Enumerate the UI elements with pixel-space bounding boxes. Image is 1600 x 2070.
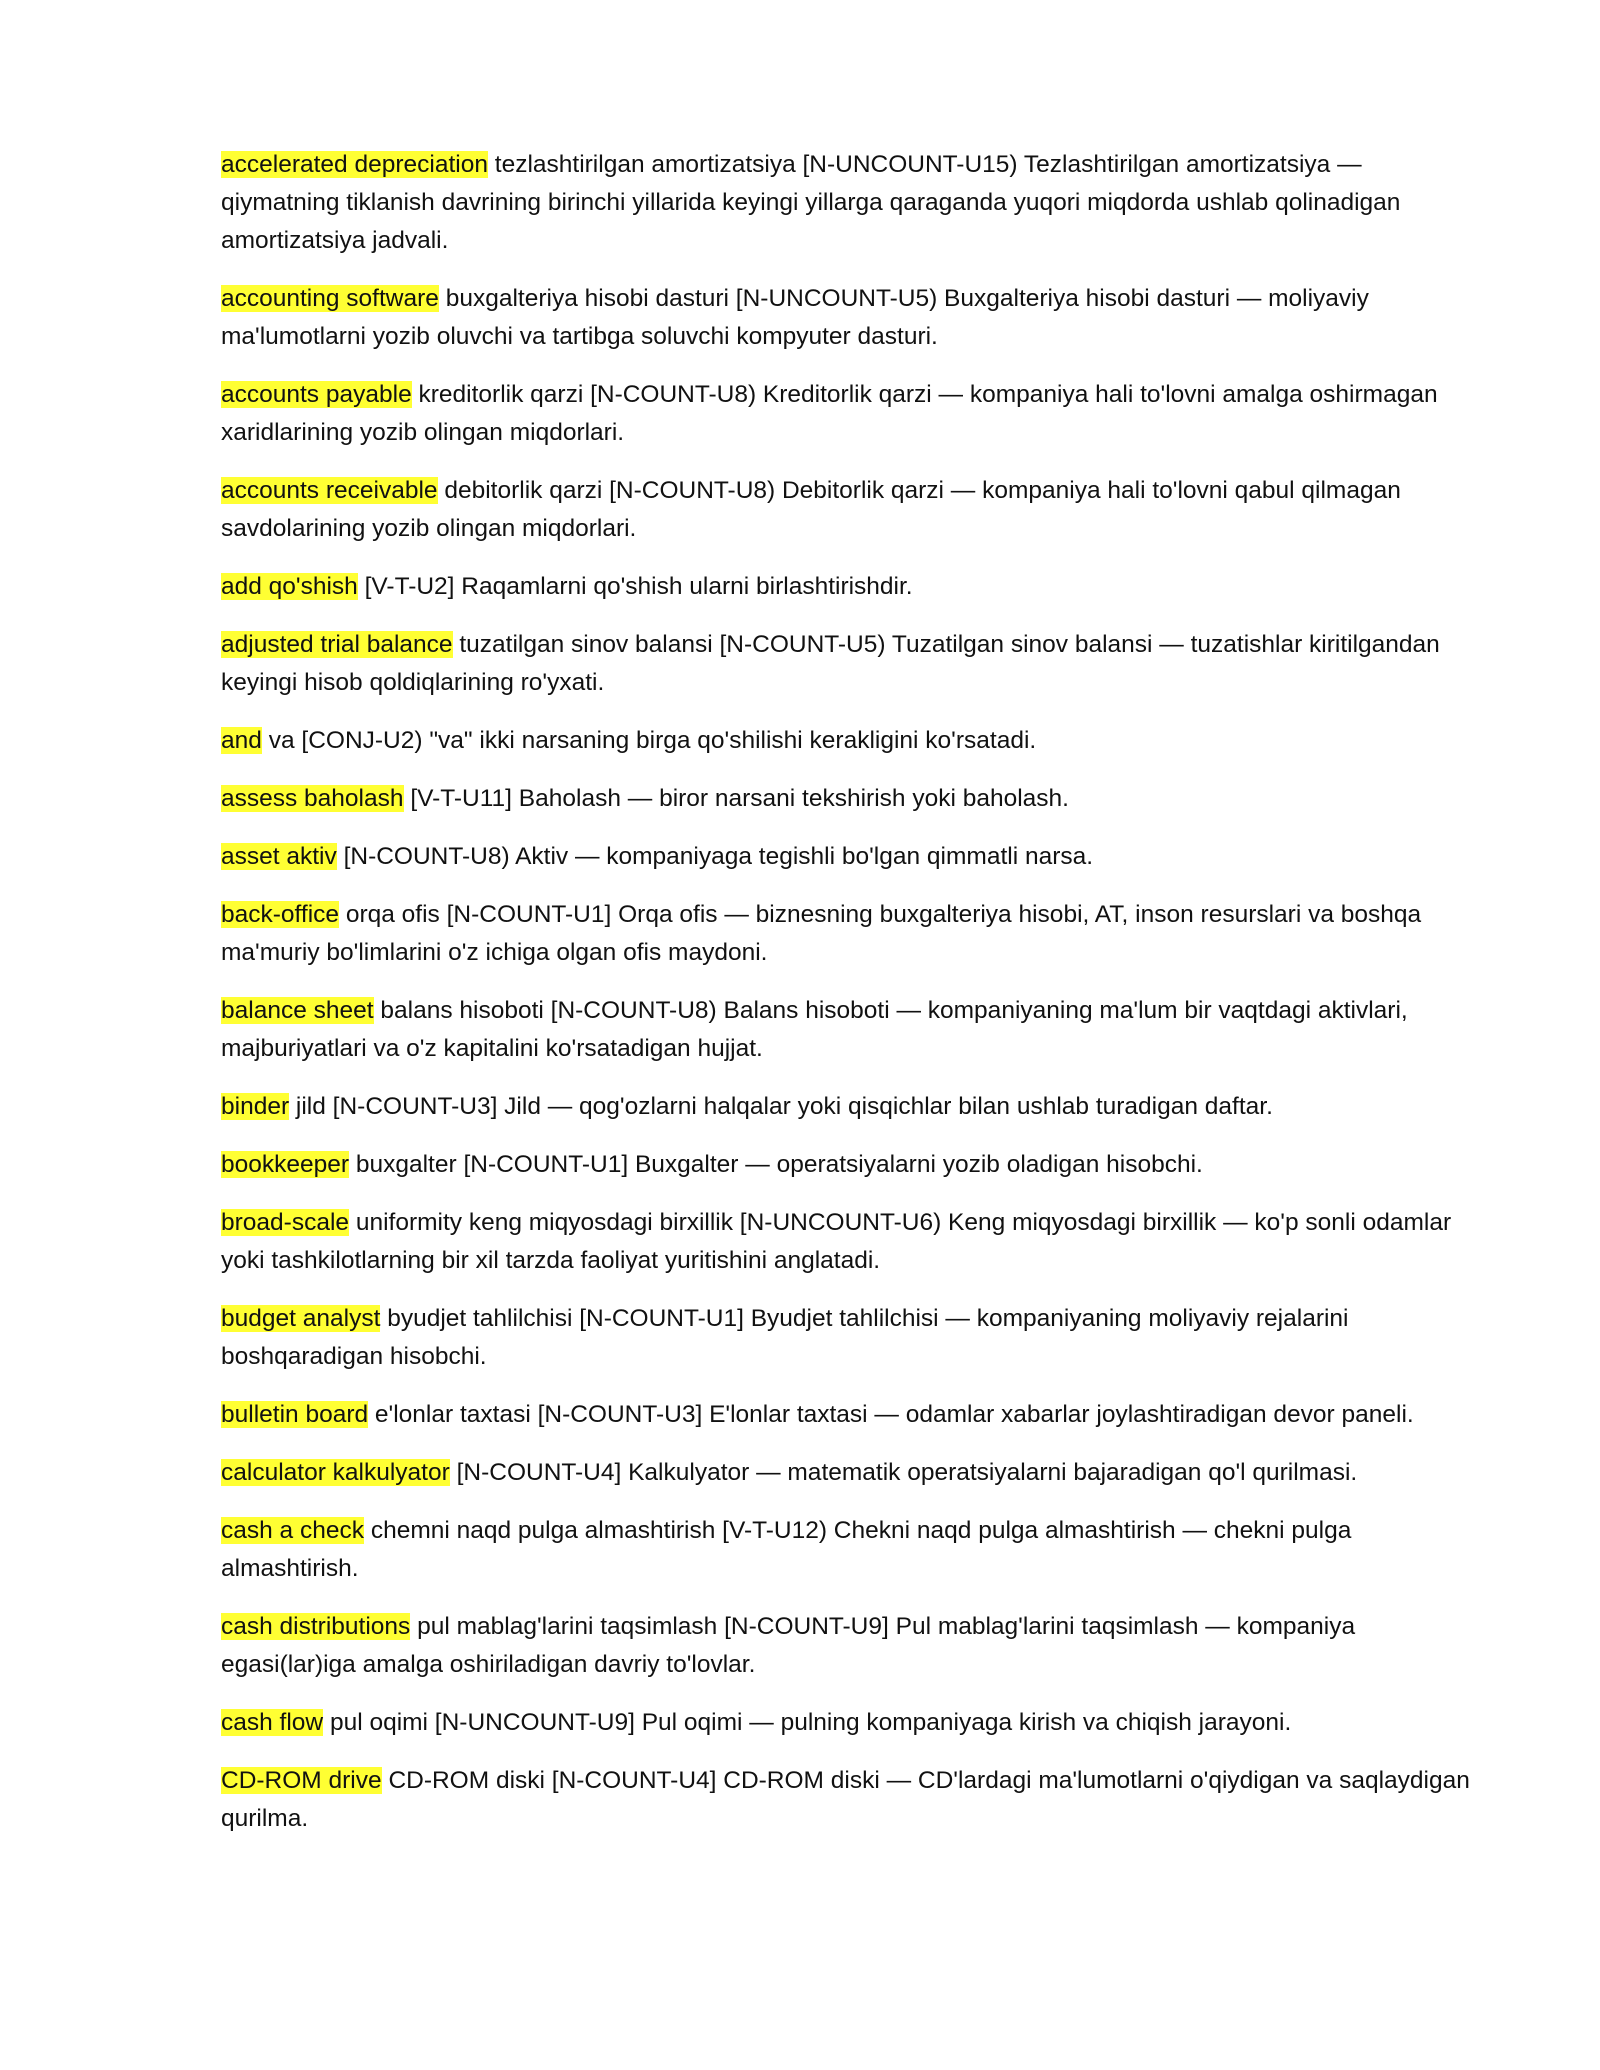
glossary-entry xyxy=(221,376,1473,452)
glossary-term: back-office xyxy=(221,901,340,928)
glossary-definition: balans hisoboti [N-COUNT-U8) Balans hisoboti — kompaniyaning ma'lum bir vaqtdagi aktivlari, majburiyatlari va o'z kapitalini ko'rsatadigan hujjat. xyxy=(221,997,1408,1062)
glossary-definition: jild [N-COUNT-U3] Jild — qog'ozlarni halqalar yoki qisqichlar bilan ushlab turadigan daftar. xyxy=(295,1093,1273,1120)
glossary-entry xyxy=(221,780,1473,818)
glossary-definition: e'lonlar taxtasi [N-COUNT-U3] E'lonlar taxtasi — odamlar xabarlar joylashtiradigan devor paneli. xyxy=(374,1401,1414,1428)
glossary-entry xyxy=(221,992,1473,1068)
glossary-term: adjusted trial balance xyxy=(221,631,453,658)
glossary-term: accounts payable xyxy=(221,381,412,408)
glossary-entries xyxy=(221,146,1473,1858)
glossary-entry xyxy=(221,1300,1473,1376)
glossary-entry xyxy=(221,1762,1473,1838)
glossary-term: cash a check xyxy=(221,1517,364,1544)
glossary-entry xyxy=(221,626,1473,702)
glossary-entry xyxy=(221,1146,1473,1184)
glossary-definition: uniformity keng miqyosdagi birxillik [N-UNCOUNT-U6) Keng miqyosdagi birxillik — ko'p sonli odamlar yoki tashkilotlarning bir xil tarzda faoliyat yuritishini anglatadi. xyxy=(221,1209,1452,1274)
glossary-definition: [V-T-U11] Baholash — biror narsani tekshirish yoki baholash. xyxy=(410,785,1069,812)
glossary-entry xyxy=(221,1396,1473,1434)
glossary-definition: [N-COUNT-U4] Kalkulyator — matematik operatsiyalarni bajaradigan qo'l qurilmasi. xyxy=(456,1459,1358,1486)
glossary-definition: orqa ofis [N-COUNT-U1] Orqa ofis — biznesning buxgalteriya hisobi, AT, inson resurslari va boshqa ma'muriy bo'limlarini o'z ichiga olgan ofis maydoni. xyxy=(221,901,1422,966)
glossary-term: accelerated depreciation xyxy=(221,151,488,178)
glossary-term: asset aktiv xyxy=(221,843,337,870)
glossary-term: balance sheet xyxy=(221,997,374,1024)
glossary-entry xyxy=(221,1088,1473,1126)
glossary-entry xyxy=(221,1512,1473,1588)
glossary-term: accounts receivable xyxy=(221,477,438,504)
glossary-term: bulletin board xyxy=(221,1401,369,1428)
glossary-term: budget analyst xyxy=(221,1305,381,1332)
glossary-definition: buxgalter [N-COUNT-U1] Buxgalter — operatsiyalarni yozib oladigan hisobchi. xyxy=(355,1151,1203,1178)
glossary-term: cash flow xyxy=(221,1709,324,1736)
glossary-entry xyxy=(221,568,1473,606)
glossary-term: assess baholash xyxy=(221,785,404,812)
glossary-term: add qo'shish xyxy=(221,573,358,600)
glossary-term: accounting software xyxy=(221,285,439,312)
glossary-definition: pul mablag'larini taqsimlash [N-COUNT-U9] Pul mablag'larini taqsimlash — kompaniya egasi(lar)iga amalga oshiriladigan davriy to'lovlar. xyxy=(221,1613,1356,1678)
glossary-definition: [N-COUNT-U8) Aktiv — kompaniyaga tegishli bo'lgan qimmatli narsa. xyxy=(343,843,1094,870)
glossary-term: binder xyxy=(221,1093,290,1120)
glossary-entry xyxy=(221,1454,1473,1492)
glossary-entry xyxy=(221,722,1473,760)
glossary-entry xyxy=(221,472,1473,548)
glossary-definition: [V-T-U2] Raqamlarni qo'shish ularni birlashtirishdir. xyxy=(364,573,913,600)
glossary-entry xyxy=(221,1204,1473,1280)
glossary-term: calculator kalkulyator xyxy=(221,1459,450,1486)
glossary-definition: byudjet tahlilchisi [N-COUNT-U1] Byudjet tahlilchisi — kompaniyaning moliyaviy rejalarini boshqaradigan hisobchi. xyxy=(221,1305,1349,1370)
glossary-definition: pul oqimi [N-UNCOUNT-U9] Pul oqimi — pulning kompaniyaga kirish va chiqish jarayoni. xyxy=(329,1709,1292,1736)
glossary-entry xyxy=(221,1608,1473,1684)
glossary-definition: debitorlik qarzi [N-COUNT-U8) Debitorlik qarzi — kompaniya hali to'lovni qabul qilmagan savdolarining yozib olingan miqdorlari. xyxy=(221,477,1401,542)
glossary-definition: buxgalteriya hisobi dasturi [N-UNCOUNT-U5) Buxgalteriya hisobi dasturi — moliyaviy ma'lumotlarni yozib oluvchi va tartibga soluvchi kompyuter dasturi. xyxy=(221,285,1369,350)
glossary-entry xyxy=(221,896,1473,972)
glossary-definition: kreditorlik qarzi [N-COUNT-U8) Kreditorlik qarzi — kompaniya hali to'lovni amalga oshirmagan xaridlarining yozib olingan miqdorlari. xyxy=(221,381,1438,446)
glossary-definition: CD-ROM diski [N-COUNT-U4] CD-ROM diski — CD'lardagi ma'lumotlarni o'qiydigan va saqlaydigan qurilma. xyxy=(221,1767,1470,1832)
glossary-term: bookkeeper xyxy=(221,1151,350,1178)
glossary-definition: tezlashtirilgan amortizatsiya [N-UNCOUNT-U15) Tezlashtirilgan amortizatsiya — qiymatning tiklanish davrining birinchi yillarida keyingi yillarga qaraganda yuqori miqdorda ushlab qolinadigan amortizatsiya jadvali. xyxy=(221,151,1401,254)
glossary-entry xyxy=(221,280,1473,356)
glossary-definition: tuzatilgan sinov balansi [N-COUNT-U5) Tuzatilgan sinov balansi — tuzatishlar kiritilgandan keyingi hisob qoldiqlarining ro'yxati. xyxy=(221,631,1440,696)
glossary-term: cash distributions xyxy=(221,1613,411,1640)
glossary-entry xyxy=(221,146,1473,260)
glossary-definition: va [CONJ-U2) "va" ikki narsaning birga qo'shilishi kerakligini ko'rsatadi. xyxy=(268,727,1037,754)
glossary-term: CD-ROM drive xyxy=(221,1767,382,1794)
glossary-definition: chemni naqd pulga almashtirish [V-T-U12) Chekni naqd pulga almashtirish — chekni pulga almashtirish. xyxy=(221,1517,1352,1582)
glossary-term: and xyxy=(221,727,262,754)
glossary-entry xyxy=(221,838,1473,876)
glossary-entry xyxy=(221,1704,1473,1742)
glossary-term: broad-scale xyxy=(221,1209,350,1236)
